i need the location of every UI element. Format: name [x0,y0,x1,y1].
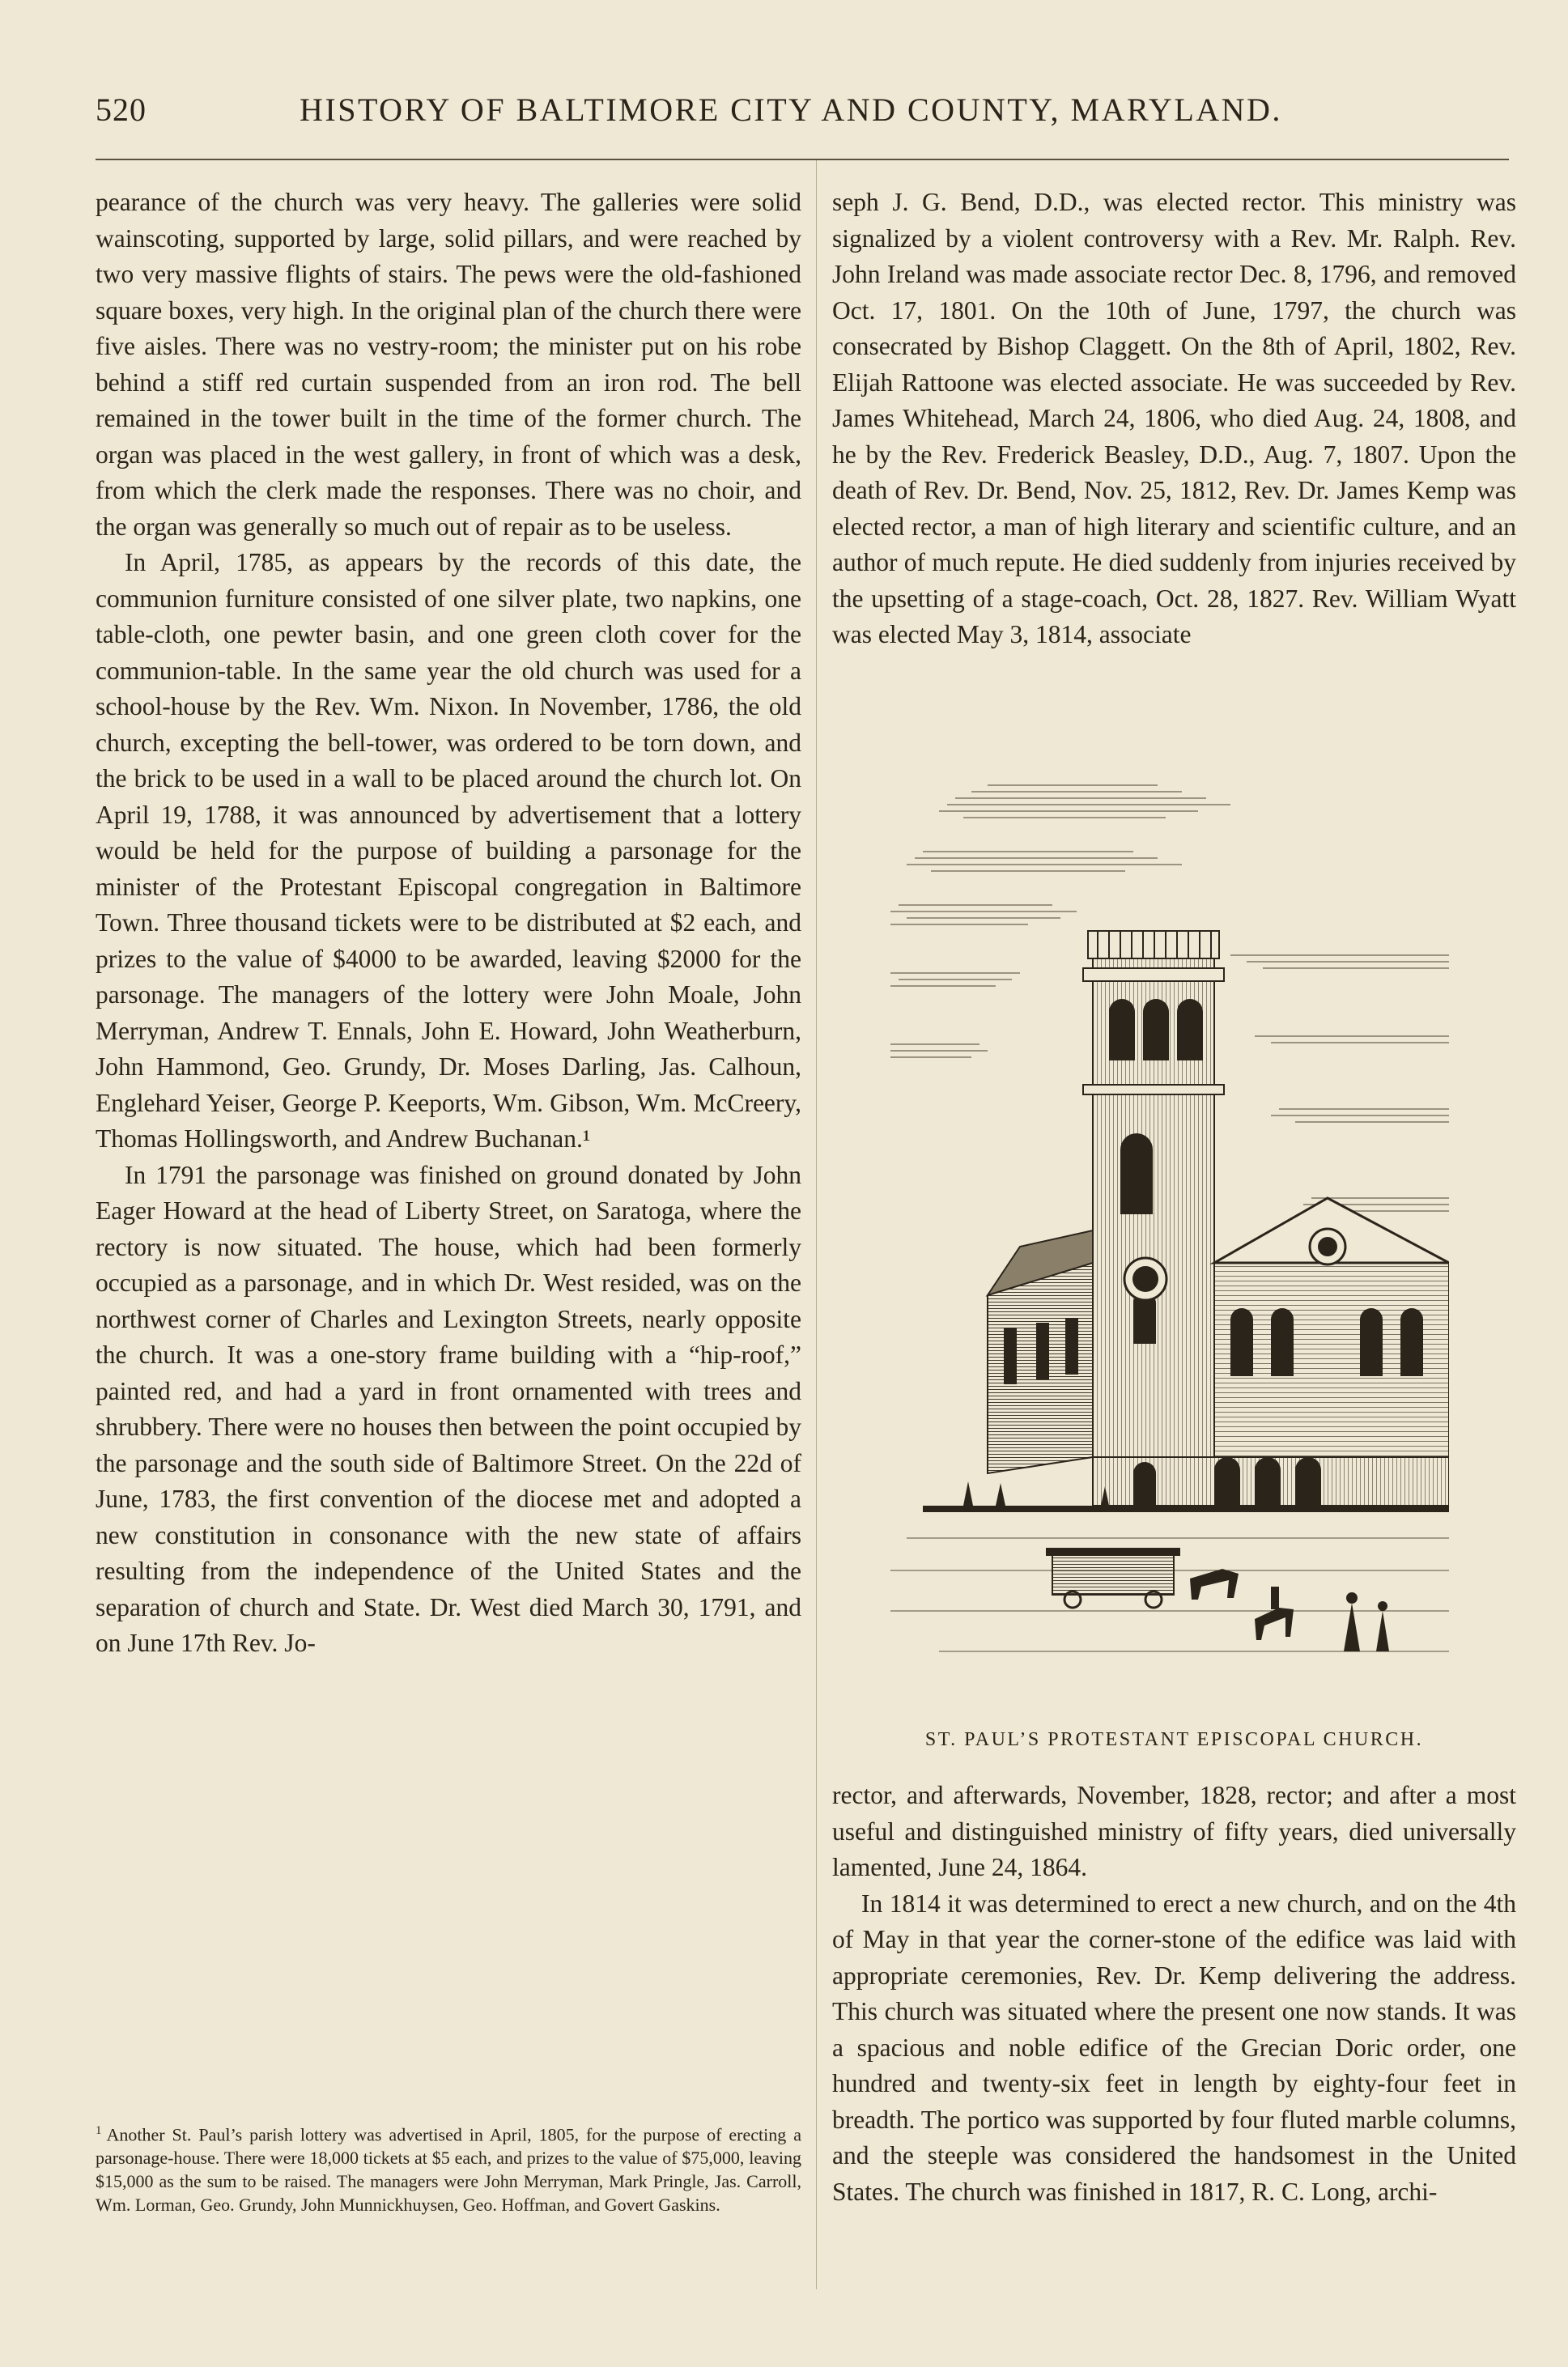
church-body [988,1198,1449,1506]
header-rule [96,159,1509,160]
church-engraving [890,761,1449,1723]
right-column-bottom [832,1778,1516,2210]
paragraph: In 1791 the parsonage was finished on ground donated by John Eager Howard at the head of Liberty Street, on Saratoga, where the rectory is now situated. The house, which had been formerly occupied as a parsonage, and in which Dr. West resided, was on the northwest corner of Charles and Lexington Streets, nearly opposite the church. It was a one-story frame building with a “hip-roof,” painted red, and had a yard in front ornamented with trees and shrubbery. There were no houses then between the point occupied by the parsonage and the south side of Baltimore Street. On the 22d of June, 1783, the first convention of the diocese met and adopted a new constitution in consonance with the new state of affairs resulting from the independence of the United States and the separation of church and State. Dr. West died March 30, 1791, and on June 17th Rev. Jo- [96,1160,801,1657]
footnote-text: Another St. Paul’s parish lottery was advertised in April, 1805, for the purpose of erecting a parsonage-house. There were 18,000 tickets at $5 each, and prizes to the value of $75,000, leaving $15,000 as the sum to be raised. The managers were John Merryman, Mark Pringle, Jas. Carroll, Wm. Lorman, Geo. Grundy, John Munnickhuysen, Geo. Hoffman, and Govert Gaskins. [96,2124,801,2216]
paragraph: pearance of the church was very heavy. The galleries were solid wainscoting, supported by large, solid pillars, and were reached by two very massive flights of stairs. The pews were the old-fashioned square boxes, very high. In the original plan of the church there were five aisles. There was no vestry-room; the minister put on his robe behind a stiff red curtain suspended from an iron rod. The bell remained in the tower built in the time of the former church. The organ was placed in the west gallery, in front of which was a desk, from which the clerk made the responses. There was no choir, and the organ was generally so much out of repair as to be useless. [96,188,801,541]
column-divider [816,160,817,2289]
footnote [96,2119,801,2216]
page-number: 520 [96,91,147,128]
footnote-mark: 1 [96,2124,102,2137]
paragraph: seph J. G. Bend, D.D., was elected rector. This ministry was signalized by a violent controversy with a Rev. Mr. Ralph. Rev. John Ireland was made associate rector Dec. 8, 1796, and removed Oct. 17, 1801. On the 10th of June, 1797, the church was consecrated by Bishop Claggett. On the 8th of April, 1802, Rev. Elijah Rattoone was elected associate. He was succeeded by Rev. James Whitehead, March 24, 1806, who died Aug. 24, 1808, and he by the Rev. Frederick Beasley, D.D., Aug. 7, 1807. Upon the death of Rev. Dr. Bend, Nov. 25, 1812, Rev. Dr. James Kemp was elected rector, a man of high literary and scientific culture, and an author of much repute. He died suddenly from injuries received by the upsetting of a stage-coach, Oct. 28, 1827. Rev. William Wyatt was elected May 3, 1814, associate [832,188,1516,648]
page-header [96,91,1512,139]
left-column [96,185,801,1662]
running-title: HISTORY OF BALTIMORE CITY AND COUNTY, MARYLAND. [300,91,1282,128]
paragraph: In 1814 it was determined to erect a new church, and on the 4th of May in that year the corner-stone of the edifice was laid with appropriate ceremonies, Rev. Dr. Kemp delivering the address. This church was situated where the present one now stands. It was a spacious and noble edifice of the Grecian Doric order, one hundred and twenty-six feet in length by eighty-four feet in breadth. The portico was supported by four fluted marble columns, and the steeple was considered the handsomest in the United States. The church was finished in 1817, R. C. Long, archi- [832,1889,1516,2206]
paragraph: In April, 1785, as appears by the records of this date, the communion furniture consisted of one silver plate, two napkins, one table-cloth, one pewter basin, and one green cloth cover for the communion-table. In the same year the old church was used for a school-house by the Rev. Wm. Nixon. In November, 1786, the old church, excepting the bell-tower, was ordered to be torn down, and the brick to be used in a wall to be placed around the church lot. On April 19, 1788, it was announced by advertisement that a lottery would be held for the purpose of building a parsonage for the minister of the Protestant Episcopal congregation in Baltimore Town. Three thousand tickets were to be distributed at $2 each, and prizes to the value of $4000 to be awarded, leaving $2000 for the parsonage. The managers of the lottery were John Moale, John Merryman, Andrew T. Ennals, John E. Howard, John Weatherburn, John Hammond, Geo. Grundy, Dr. Moses Darling, Jas. Calhoun, Englehard Yeiser, George P. Keeports, Wm. Gibson, Wm. McCreery, Thomas Hollingsworth, and Andrew Buchanan.¹ [96,548,801,1153]
figure-caption: ST. PAUL’S PROTESTANT EPISCOPAL CHURCH. [924,1729,1424,1750]
tower [1083,931,1224,1457]
right-column-top [832,185,1516,653]
street-scene [890,1481,1449,1651]
paragraph: rector, and afterwards, November, 1828, rector; and after a most useful and distinguished ministry of fifty years, died universally lamented, June 24, 1864. [832,1781,1516,1881]
